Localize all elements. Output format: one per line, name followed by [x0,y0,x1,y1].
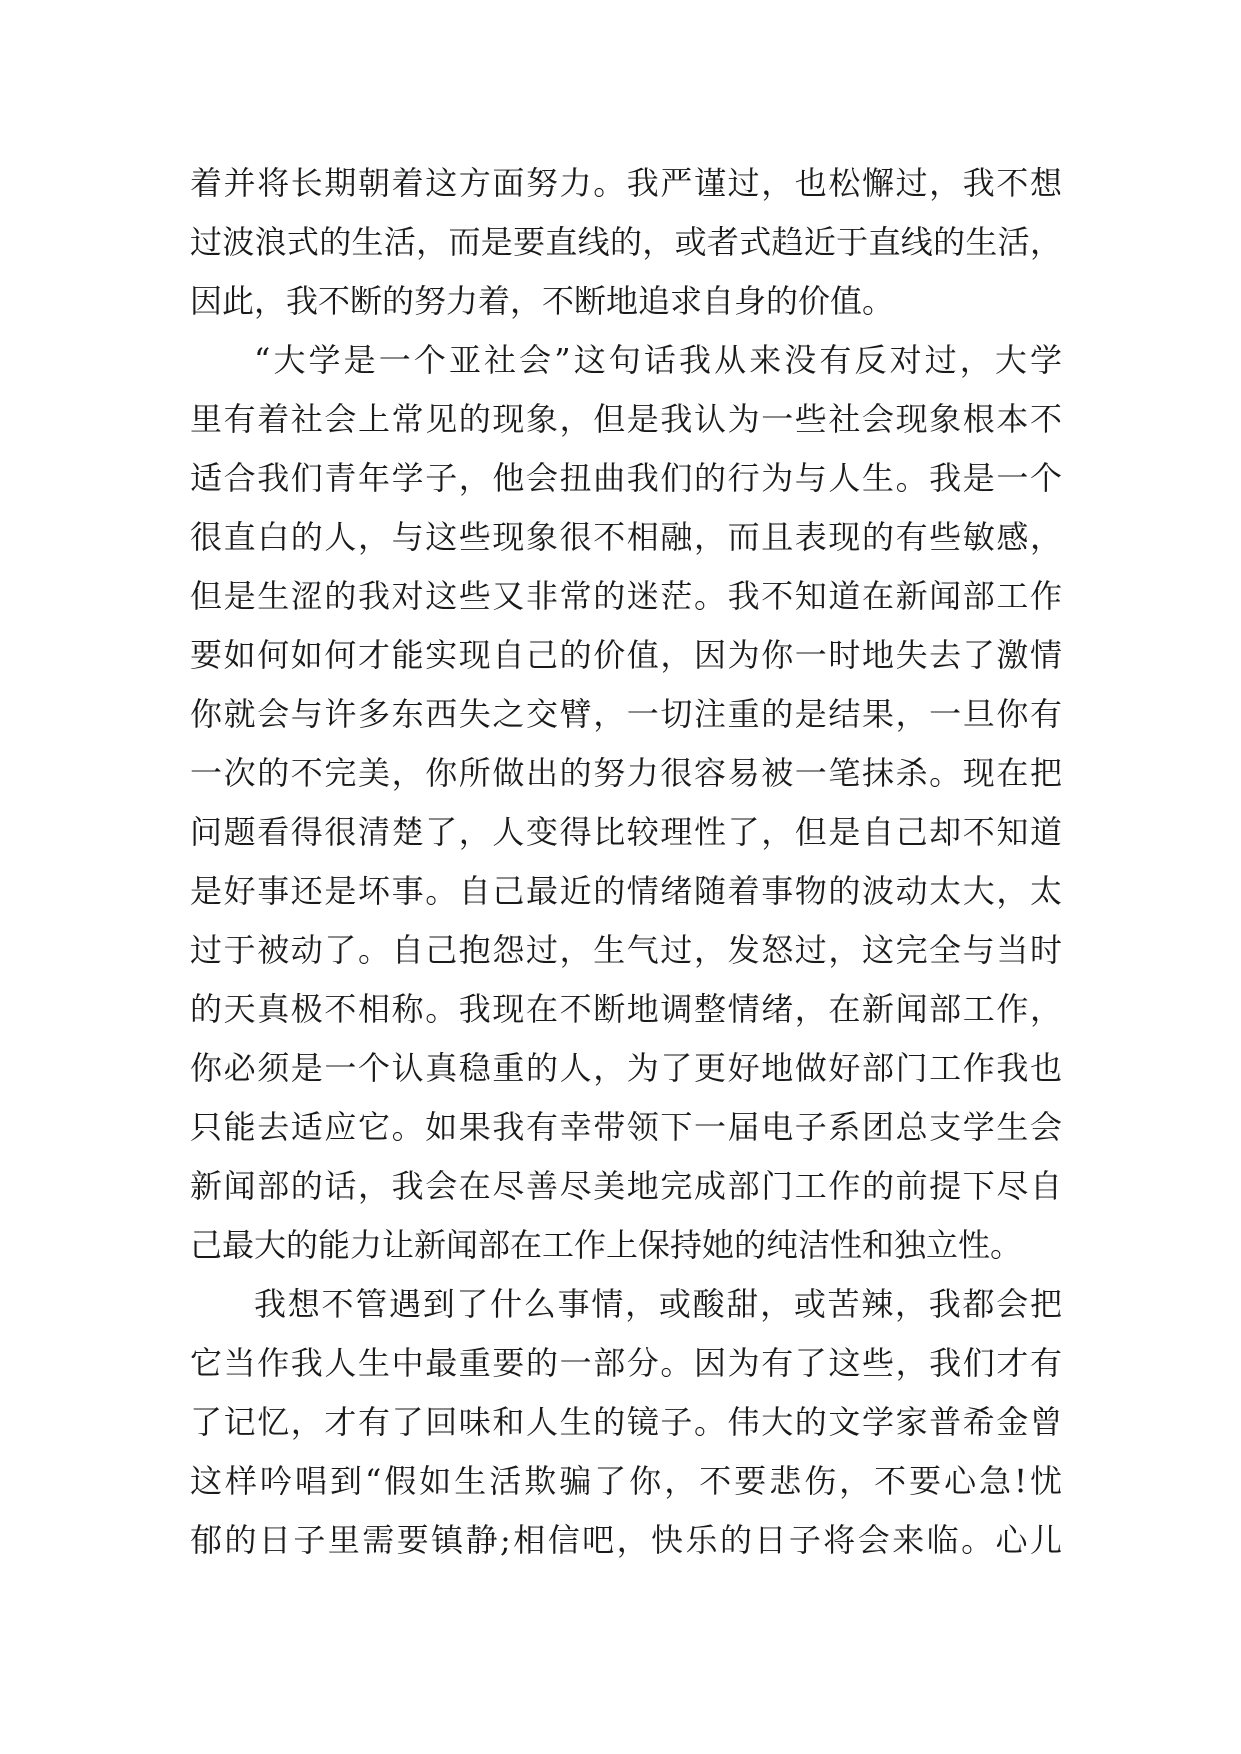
text-line: 一次的不完美，你所做出的努力很容易被一笔抹杀。现在把 [190,754,1062,792]
text-line: 郁的日子里需要镇静;相信吧，快乐的日子将会来临。心儿 [190,1521,1062,1559]
text-line: 的天真极不相称。我现在不断地调整情绪，在新闻部工作， [190,990,1062,1028]
text-line: 适合我们青年学子，他会扭曲我们的行为与人生。我是一个 [190,459,1062,497]
text-line: 是好事还是坏事。自己最近的情绪随着事物的波动太大，太 [190,872,1062,910]
text-line: 了记忆，才有了回味和人生的镜子。伟大的文学家普希金曾 [190,1403,1062,1441]
text-line: 己最大的能力让新闻部在工作上保持她的纯洁性和独立性。 [190,1226,1023,1264]
paragraph-start-line: 我想不管遇到了什么事情，或酸甜，或苦辣，我都会把 [254,1285,1062,1323]
text-line: 问题看得很清楚了，人变得比较理性了，但是自己却不知道 [190,813,1062,851]
text-line: 要如何如何才能实现自己的价值，因为你一时地失去了激情 [190,636,1062,674]
text-line: 过于被动了。自己抱怨过，生气过，发怒过，这完全与当时 [190,931,1062,969]
text-line: 但是生涩的我对这些又非常的迷茫。我不知道在新闻部工作 [190,577,1062,615]
text-line: 很直白的人，与这些现象很不相融，而且表现的有些敏感， [190,518,1062,556]
text-line: 只能去适应它。如果我有幸带领下一届电子系团总支学生会 [190,1108,1062,1146]
text-line: 你就会与许多东西失之交臂，一切注重的是结果，一旦你有 [190,695,1062,733]
text-line: 着并将长期朝着这方面努力。我严谨过，也松懈过，我不想 [190,164,1062,202]
paragraph-start-line: “大学是一个亚社会”这句话我从来没有反对过，大学 [254,341,1062,379]
text-line: 因此，我不断的努力着，不断地追求自身的价值。 [190,282,895,320]
text-line: 你必须是一个认真稳重的人，为了更好地做好部门工作我也 [190,1049,1062,1087]
text-line: 过波浪式的生活，而是要直线的，或者式趋近于直线的生活， [190,223,1062,261]
text-line: 这样吟唱到“假如生活欺骗了你，不要悲伤，不要心急!忧 [190,1462,1062,1500]
text-line: 里有着社会上常见的现象，但是我认为一些社会现象根本不 [190,400,1062,438]
body-text [190,154,1062,1570]
text-line: 它当作我人生中最重要的一部分。因为有了这些，我们才有 [190,1344,1062,1382]
text-line: 新闻部的话，我会在尽善尽美地完成部门工作的前提下尽自 [190,1167,1062,1205]
